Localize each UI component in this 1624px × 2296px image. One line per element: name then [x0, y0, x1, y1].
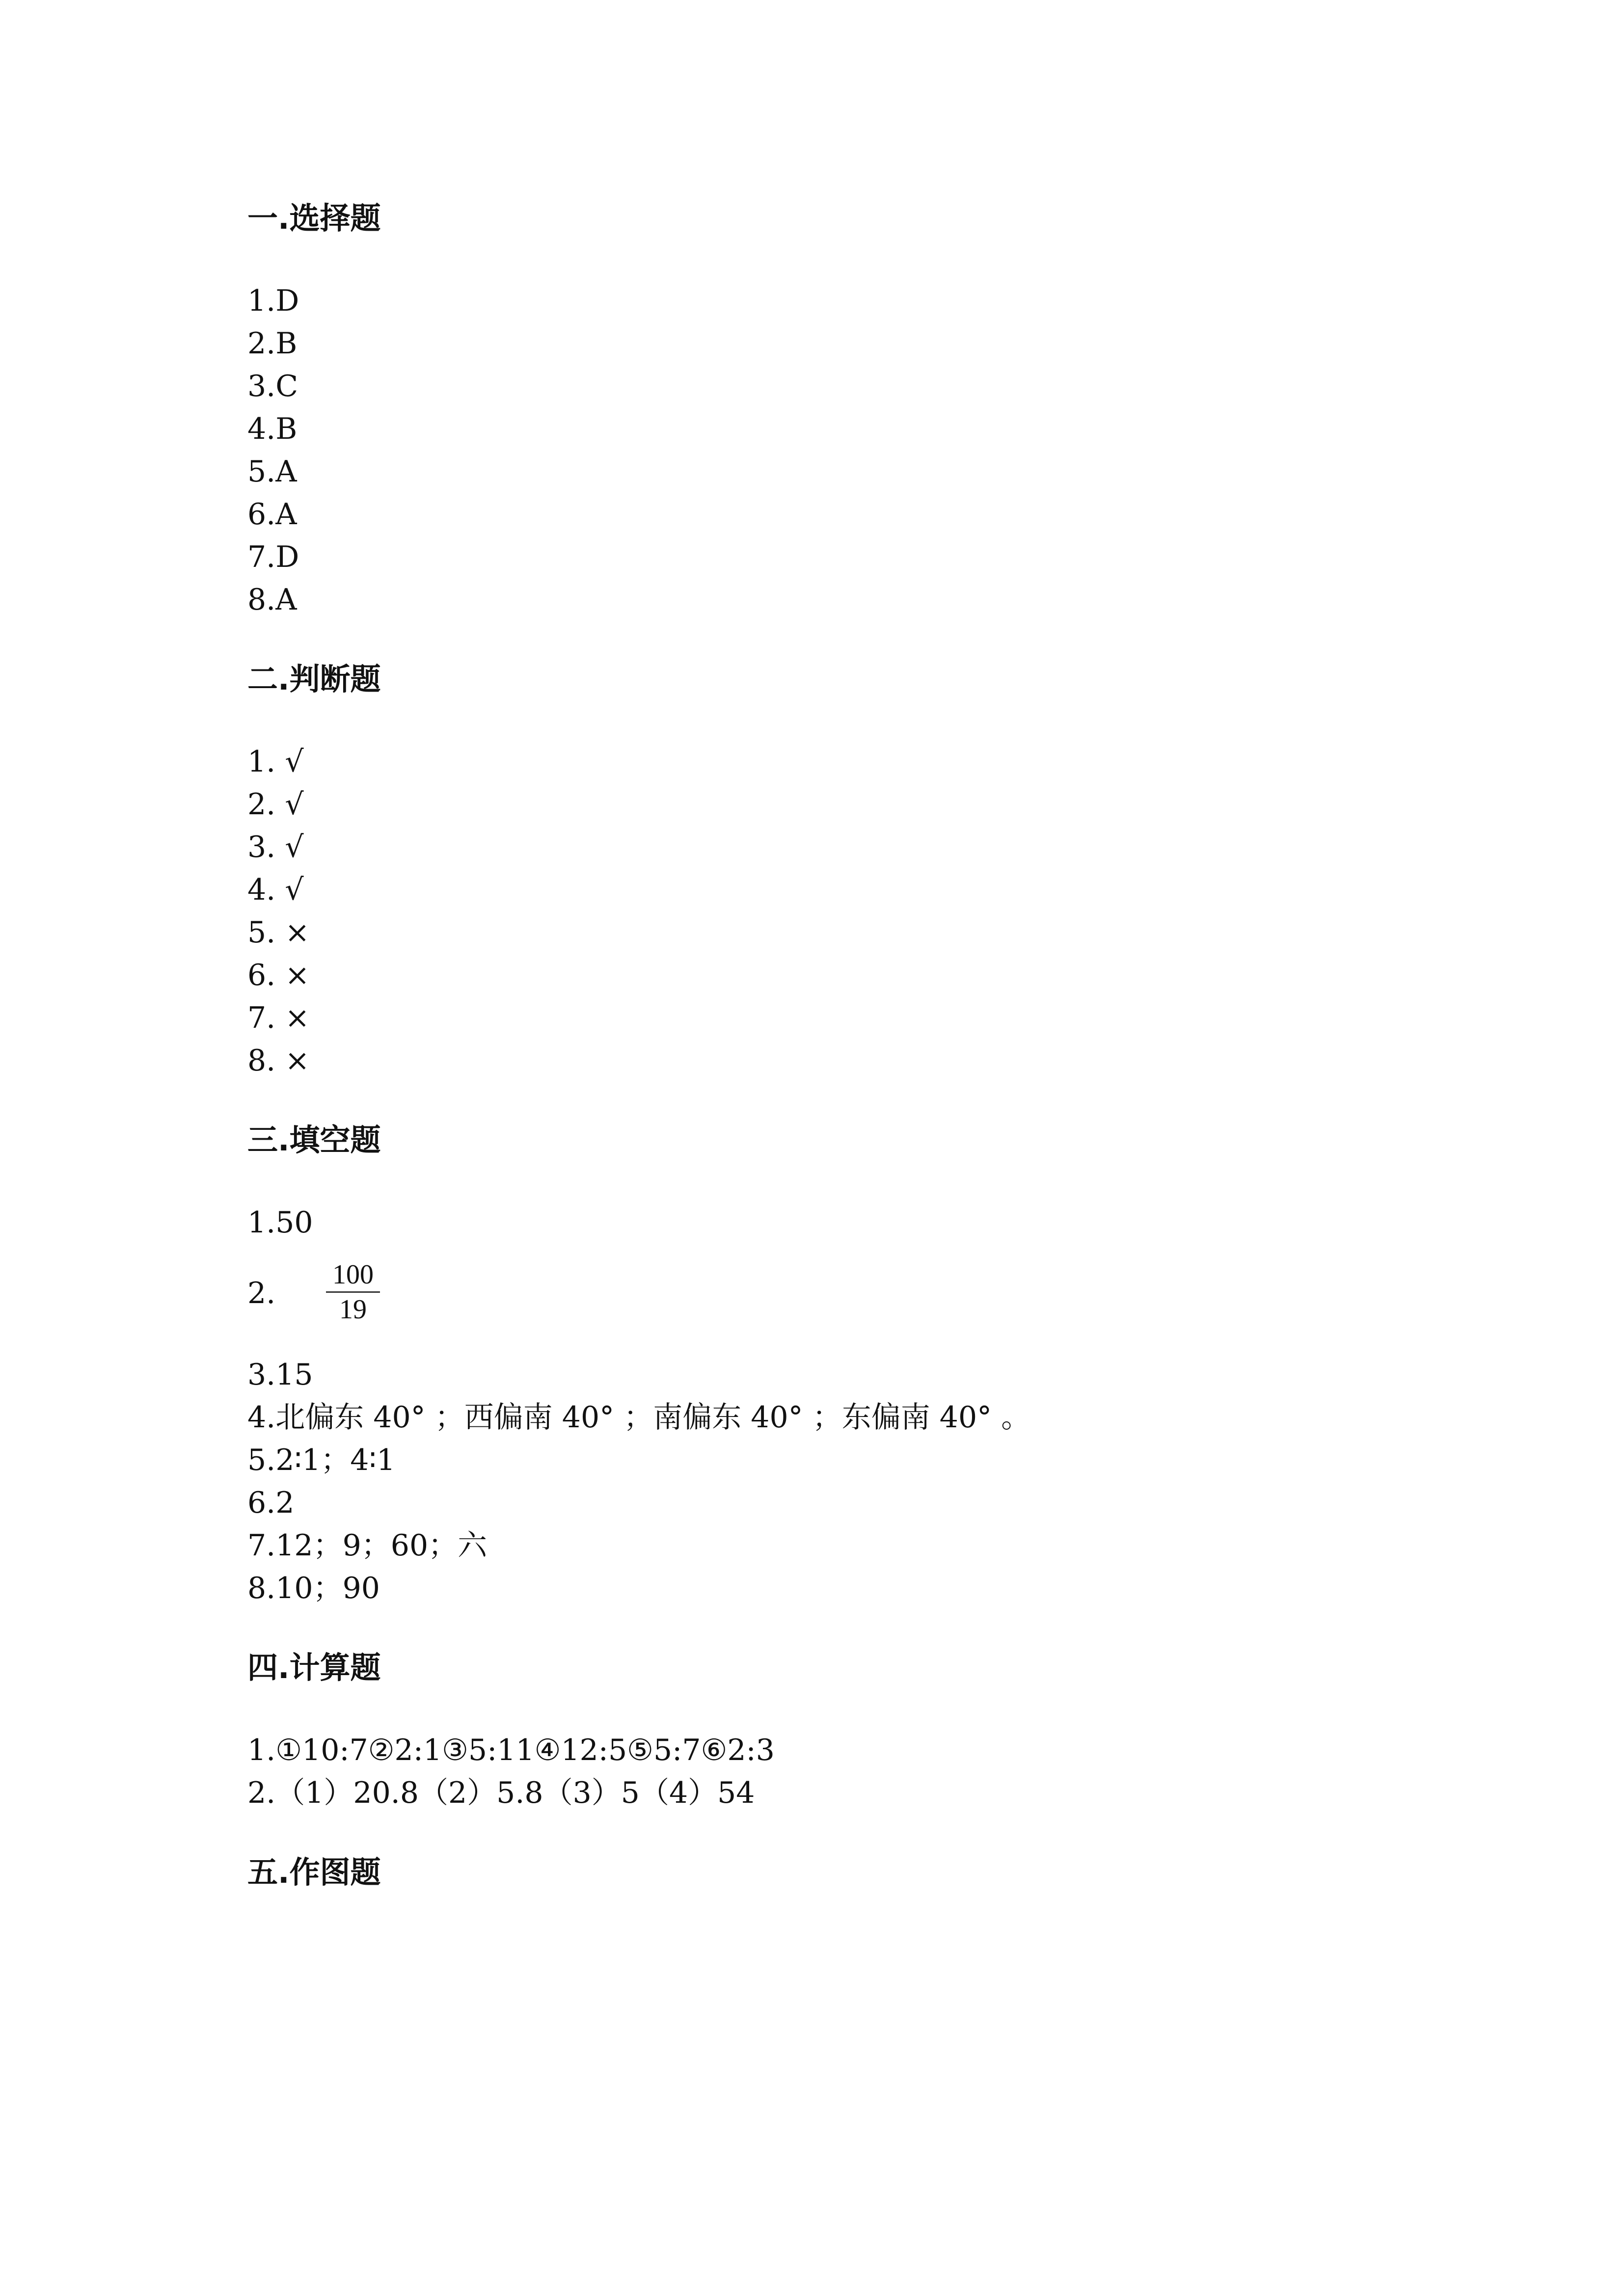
answer-line: 1.D: [247, 284, 299, 318]
answer-line: 4.B: [247, 412, 298, 446]
section-heading-calculation: 四.计算题: [247, 1650, 381, 1685]
answer-line: 4. √: [247, 873, 304, 907]
answer-line: 7.D: [247, 540, 299, 574]
answer-line: 1. √: [247, 745, 304, 779]
answer-line: 6.A: [247, 497, 297, 532]
answer-line: 8.10；90: [247, 1571, 380, 1605]
answer-line: 6. ×: [247, 958, 310, 992]
answer-line: 3.15: [247, 1358, 313, 1392]
section-heading-fill-blank: 三.填空题: [247, 1122, 381, 1158]
answer-line: 2.B: [247, 326, 298, 361]
answer-line: 7.12；9；60；六: [247, 1528, 487, 1563]
answer-line: 5. ×: [247, 915, 310, 950]
fraction: [326, 1259, 380, 1325]
fraction-bar: [326, 1291, 380, 1293]
answer-label: 2.: [247, 1276, 276, 1310]
answer-line: 1.①10:7②2:1③5:11④12:5⑤5:7⑥2:3: [247, 1733, 775, 1767]
answer-line: 8.A: [247, 583, 297, 617]
section-heading-drawing: 五.作图题: [247, 1854, 381, 1890]
answer-line: 7. ×: [247, 1001, 310, 1035]
fraction-numerator: 100: [332, 1259, 374, 1290]
section-heading-choice: 一.选择题: [247, 200, 381, 236]
answer-line: 1.50: [247, 1205, 313, 1240]
fraction-denominator: 19: [339, 1294, 367, 1325]
answer-line: 5.2∶1；4∶1: [247, 1443, 396, 1477]
answer-line: 3. √: [247, 830, 304, 864]
section-heading-true-false: 二.判断题: [247, 661, 381, 697]
answer-line: 2.（1）20.8（2）5.8（3）5（4）54: [247, 1776, 755, 1810]
answer-line: 6.2: [247, 1486, 295, 1520]
answer-line: 5.A: [247, 454, 297, 489]
answer-line: 3.C: [247, 369, 298, 403]
answer-line: 4.北偏东 40° ；西偏南 40° ；南偏东 40° ；东偏南 40° 。: [247, 1400, 1031, 1435]
answer-line: 2. √: [247, 787, 304, 822]
answer-line: 8. ×: [247, 1043, 310, 1078]
